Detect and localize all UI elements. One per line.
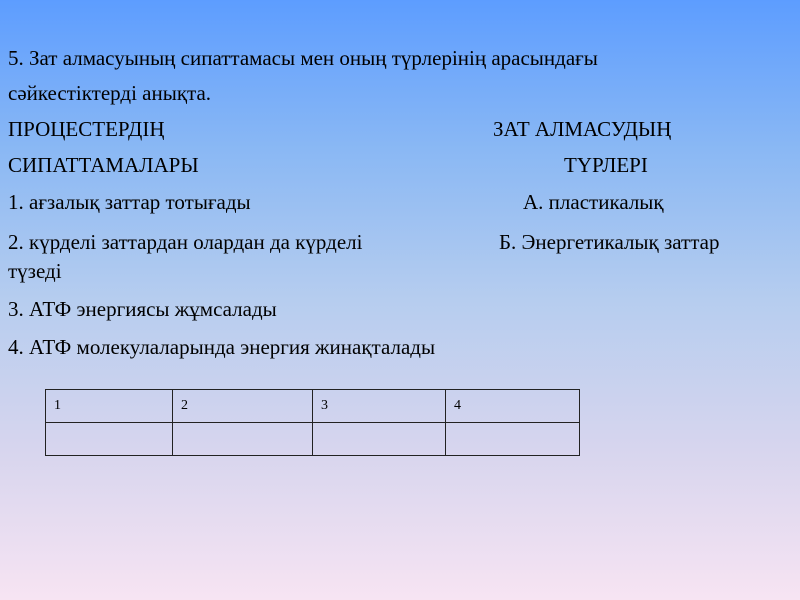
left-header-line-2: СИПАТТАМАЛАРЫ bbox=[8, 153, 199, 177]
question-line-2: сәйкестіктерді анықта. bbox=[8, 81, 212, 105]
answer-cell[interactable] bbox=[446, 423, 580, 456]
answer-table bbox=[45, 389, 580, 456]
process-item-2-continued: түзеді bbox=[8, 259, 62, 283]
answer-header-cell: 3 bbox=[313, 390, 446, 423]
process-item-2: 2. күрделі заттардан олардан да күрделі bbox=[8, 230, 363, 254]
answer-header-cell: 4 bbox=[446, 390, 580, 423]
process-item-3: 3. АТФ энергиясы жұмсалады bbox=[8, 297, 277, 321]
type-item-a: А. пластикалық bbox=[523, 190, 664, 214]
process-item-4: 4. АТФ молекулаларында энергия жинақталады bbox=[8, 335, 436, 359]
type-item-b: Б. Энергетикалық заттар bbox=[499, 230, 720, 254]
answer-table-header-row bbox=[46, 390, 580, 423]
answer-table-input-row bbox=[46, 423, 580, 456]
left-header-line-1: ПРОЦЕСТЕРДІҢ bbox=[8, 117, 165, 141]
answer-cell[interactable] bbox=[173, 423, 313, 456]
process-item-1: 1. ағзалық заттар тотығады bbox=[8, 190, 251, 214]
question-line-1: 5. Зат алмасуының сипаттамасы мен оның түрлерінің арасындағы bbox=[8, 46, 598, 70]
answer-header-cell: 1 bbox=[46, 390, 173, 423]
right-header-line-1: ЗАТ АЛМАСУДЫҢ bbox=[493, 117, 672, 141]
right-header-line-2: ТҮРЛЕРІ bbox=[564, 153, 648, 177]
answer-cell[interactable] bbox=[46, 423, 173, 456]
answer-cell[interactable] bbox=[313, 423, 446, 456]
answer-header-cell: 2 bbox=[173, 390, 313, 423]
